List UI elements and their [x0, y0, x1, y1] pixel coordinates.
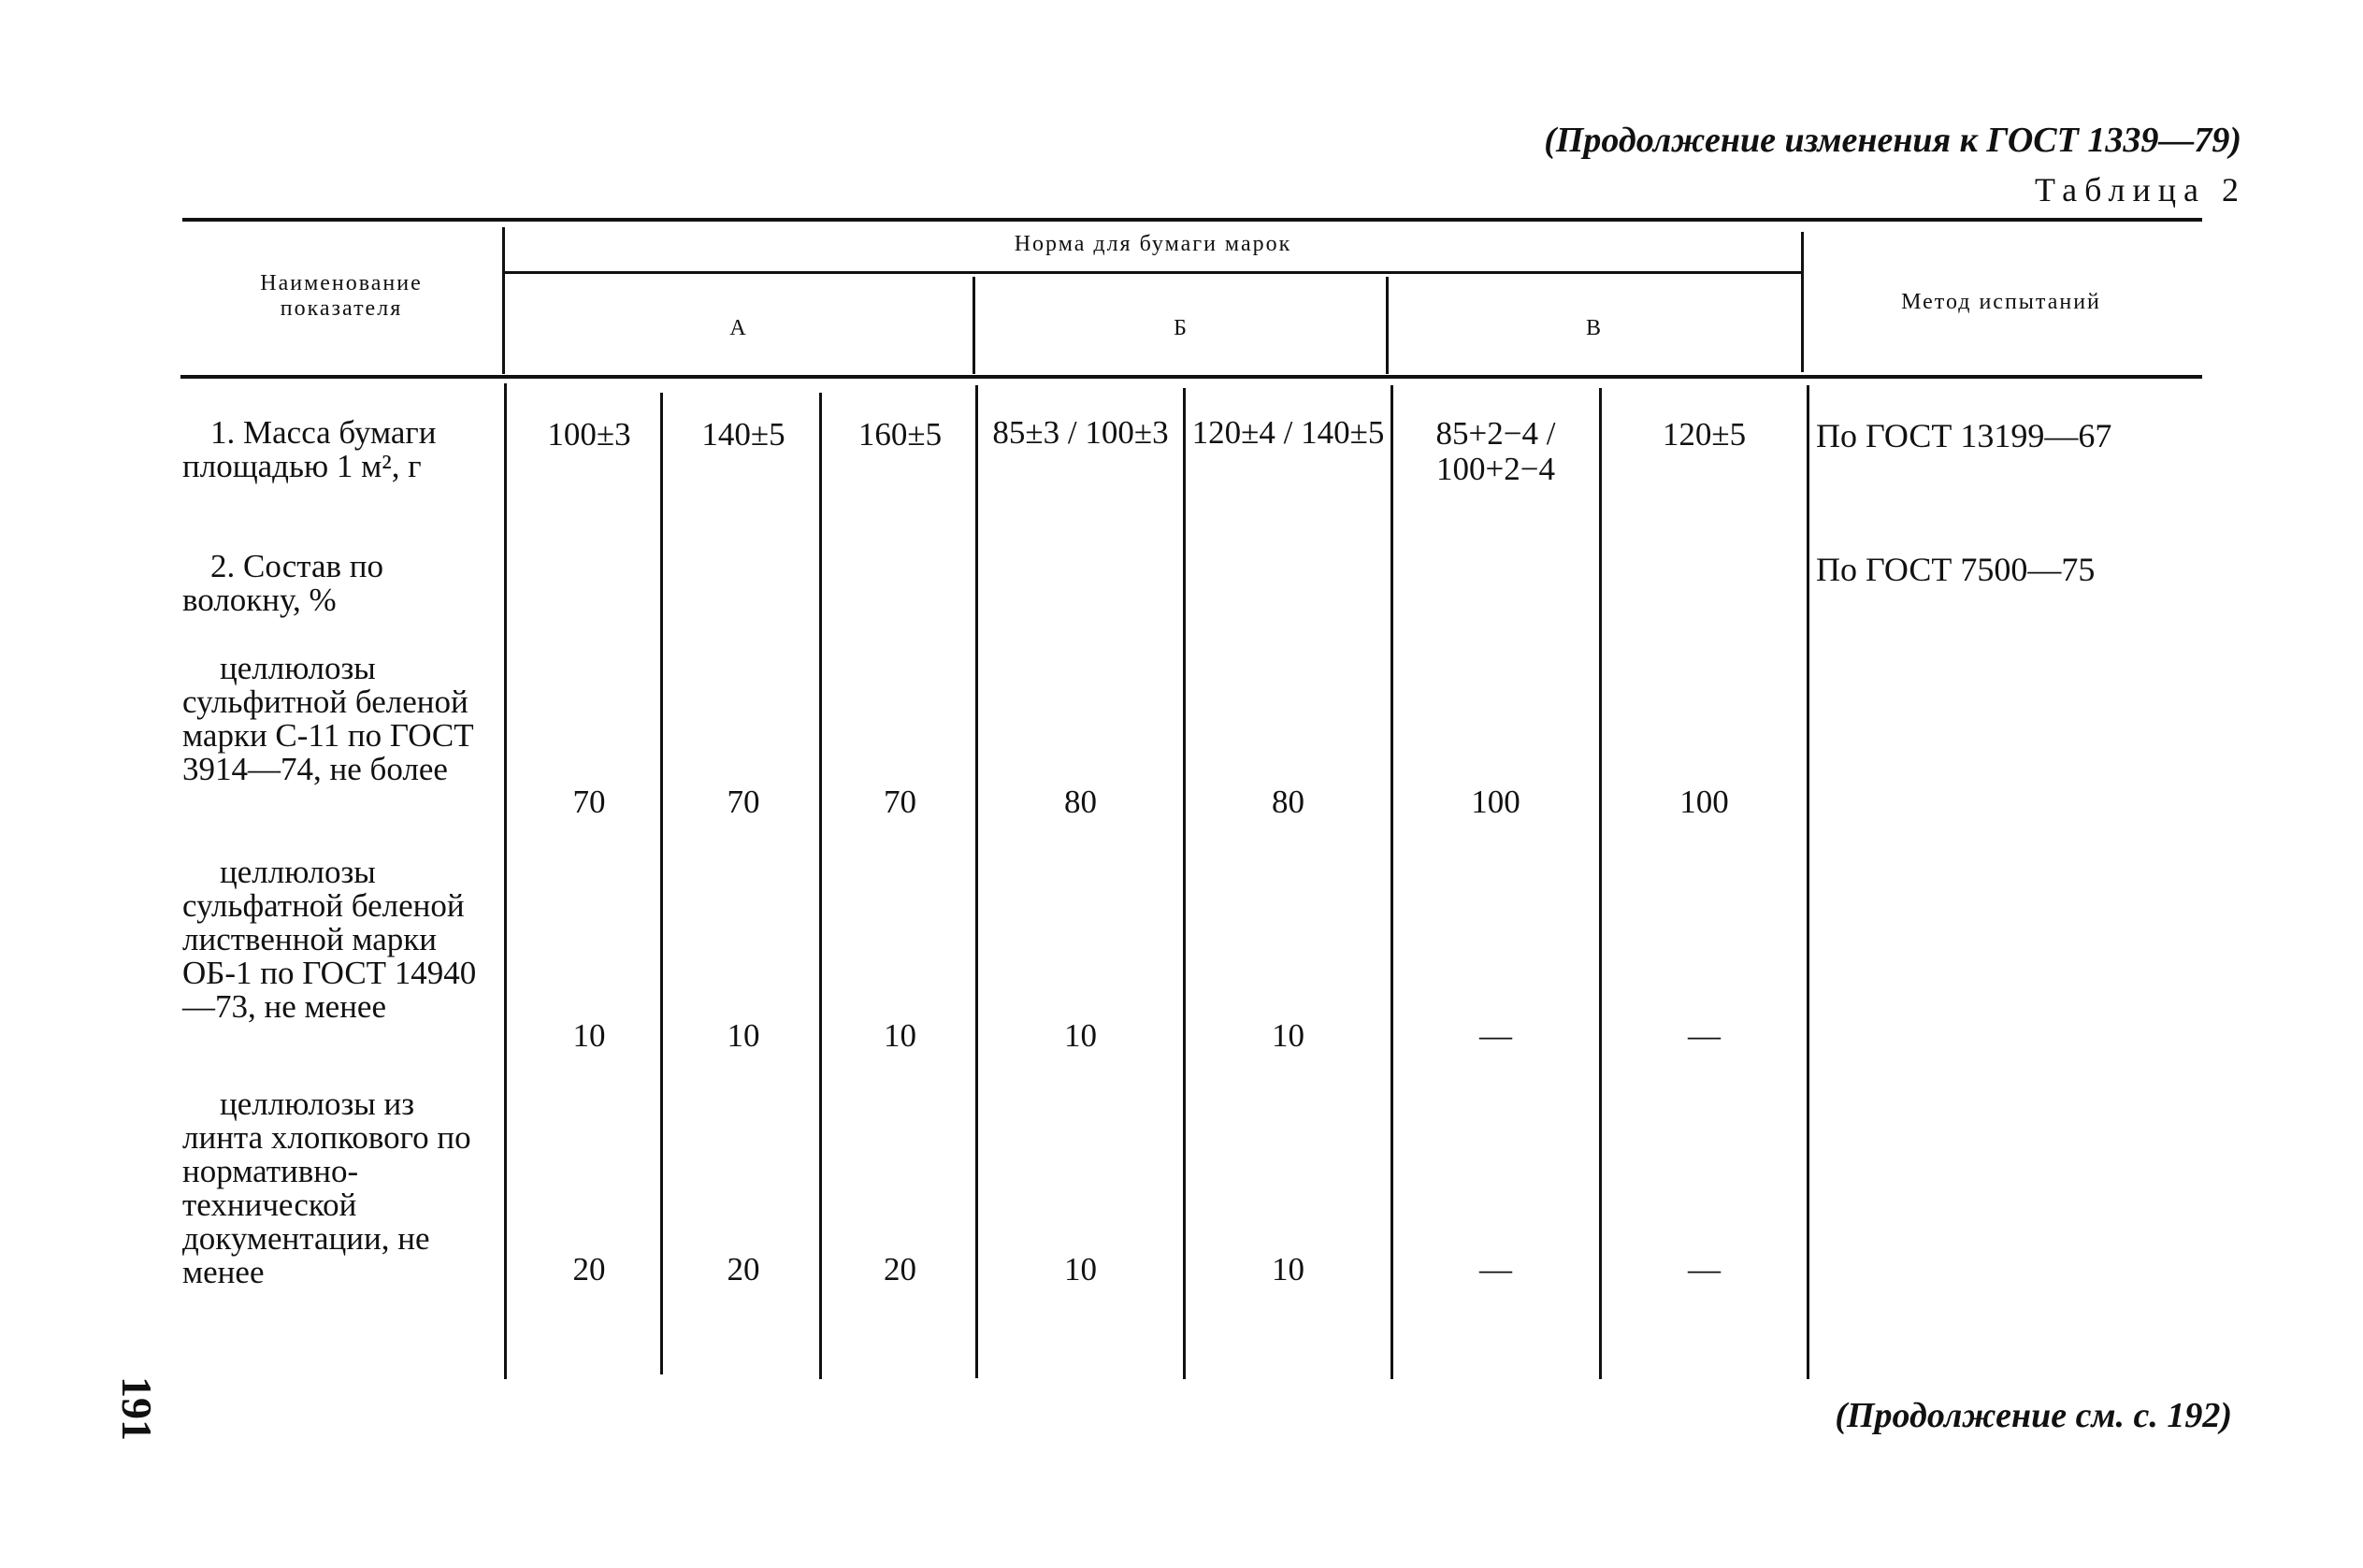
- continuation-footer: (Продолжение см. с. 192): [1835, 1396, 2232, 1435]
- value-b2-cotton: 10: [1272, 1251, 1304, 1287]
- value-a1-sulfate: 10: [572, 1017, 606, 1054]
- body-divider-5: [1183, 388, 1186, 1379]
- grade-b-header: Б: [1174, 316, 1189, 340]
- body-divider-3: [819, 393, 822, 1379]
- value-v2-sulfate: —: [1688, 1017, 1721, 1054]
- method-mass: По ГОСТ 13199—67: [1816, 417, 2112, 454]
- norm-header-rule: [503, 271, 1801, 274]
- param-composition: 2. Состав по волокну, %: [182, 548, 384, 618]
- table-top-rule: [182, 218, 2202, 222]
- value-a2-mass: 140±5: [701, 416, 785, 453]
- value-v1-sulfate: —: [1479, 1017, 1512, 1054]
- body-divider-7: [1599, 388, 1602, 1379]
- value-a1-mass: 100±3: [547, 416, 631, 453]
- body-divider-8: [1807, 385, 1809, 1379]
- body-divider-4: [975, 385, 978, 1378]
- header-bottom-rule: [180, 375, 2202, 379]
- param-mass: 1. Масса бумаги площадью 1 м², г: [182, 414, 437, 484]
- body-divider-2: [660, 393, 663, 1374]
- value-a3-sulfite: 70: [884, 784, 916, 820]
- value-a3-cotton: 20: [884, 1251, 916, 1287]
- page-number: 191: [113, 1376, 161, 1441]
- value-a2-sulfite: 70: [727, 784, 760, 820]
- divider-norm-method: [1801, 232, 1804, 372]
- param-cotton-cellulose: целлюлозы из линта хлопкового по нормативно-технической документации, не менее: [182, 1086, 471, 1290]
- value-b1-sulfite: 80: [1064, 784, 1097, 820]
- value-v2-sulfite: 100: [1679, 784, 1729, 820]
- value-a2-sulfate: 10: [727, 1017, 760, 1054]
- value-v1-cotton: —: [1479, 1251, 1512, 1287]
- grade-a-header: А: [729, 316, 748, 340]
- value-b2-sulfate: 10: [1272, 1017, 1304, 1054]
- value-v1-sulfite: 100: [1471, 784, 1520, 820]
- value-v1-mass: 85+2−4 / 100+2−4: [1435, 415, 1556, 487]
- value-a3-mass: 160±5: [857, 416, 943, 453]
- value-v2-mass: 120±5: [1662, 416, 1747, 453]
- method-column-header: Метод испытаний: [1901, 290, 2101, 314]
- param-sulfite-cellulose: целлюлозы сульфитной беленой марки С-11 по ГОСТ 3914—74, не более: [182, 650, 474, 787]
- table-label: Таблица 2: [2035, 171, 2246, 209]
- value-b1-sulfate: 10: [1064, 1017, 1097, 1054]
- param-sulfate-cellulose: целлюлозы сульфатной беленой лиственной марки ОБ-1 по ГОСТ 14940—73, не менее: [182, 854, 477, 1025]
- norm-header: Норма для бумаги марок: [1014, 232, 1292, 256]
- value-b1-cotton: 10: [1064, 1251, 1097, 1287]
- method-composition: По ГОСТ 7500—75: [1816, 551, 2096, 588]
- value-b2-sulfite: 80: [1272, 784, 1304, 820]
- value-b2-mass: 120±4 / 140±5: [1191, 414, 1385, 451]
- grade-v-header: В: [1585, 316, 1603, 340]
- value-a1-cotton: 20: [572, 1251, 606, 1287]
- body-divider-1: [504, 383, 507, 1379]
- value-v2-cotton: —: [1688, 1251, 1721, 1287]
- continuation-header: (Продолжение изменения к ГОСТ 1339—79): [1544, 121, 2241, 160]
- value-b1-mass: 85±3 / 100±3: [992, 414, 1169, 451]
- value-a1-sulfite: 70: [572, 784, 606, 820]
- value-a2-cotton: 20: [727, 1251, 760, 1287]
- param-column-header: Наименование показателя: [260, 271, 423, 321]
- body-divider-6: [1390, 385, 1393, 1379]
- value-a3-sulfate: 10: [884, 1017, 916, 1054]
